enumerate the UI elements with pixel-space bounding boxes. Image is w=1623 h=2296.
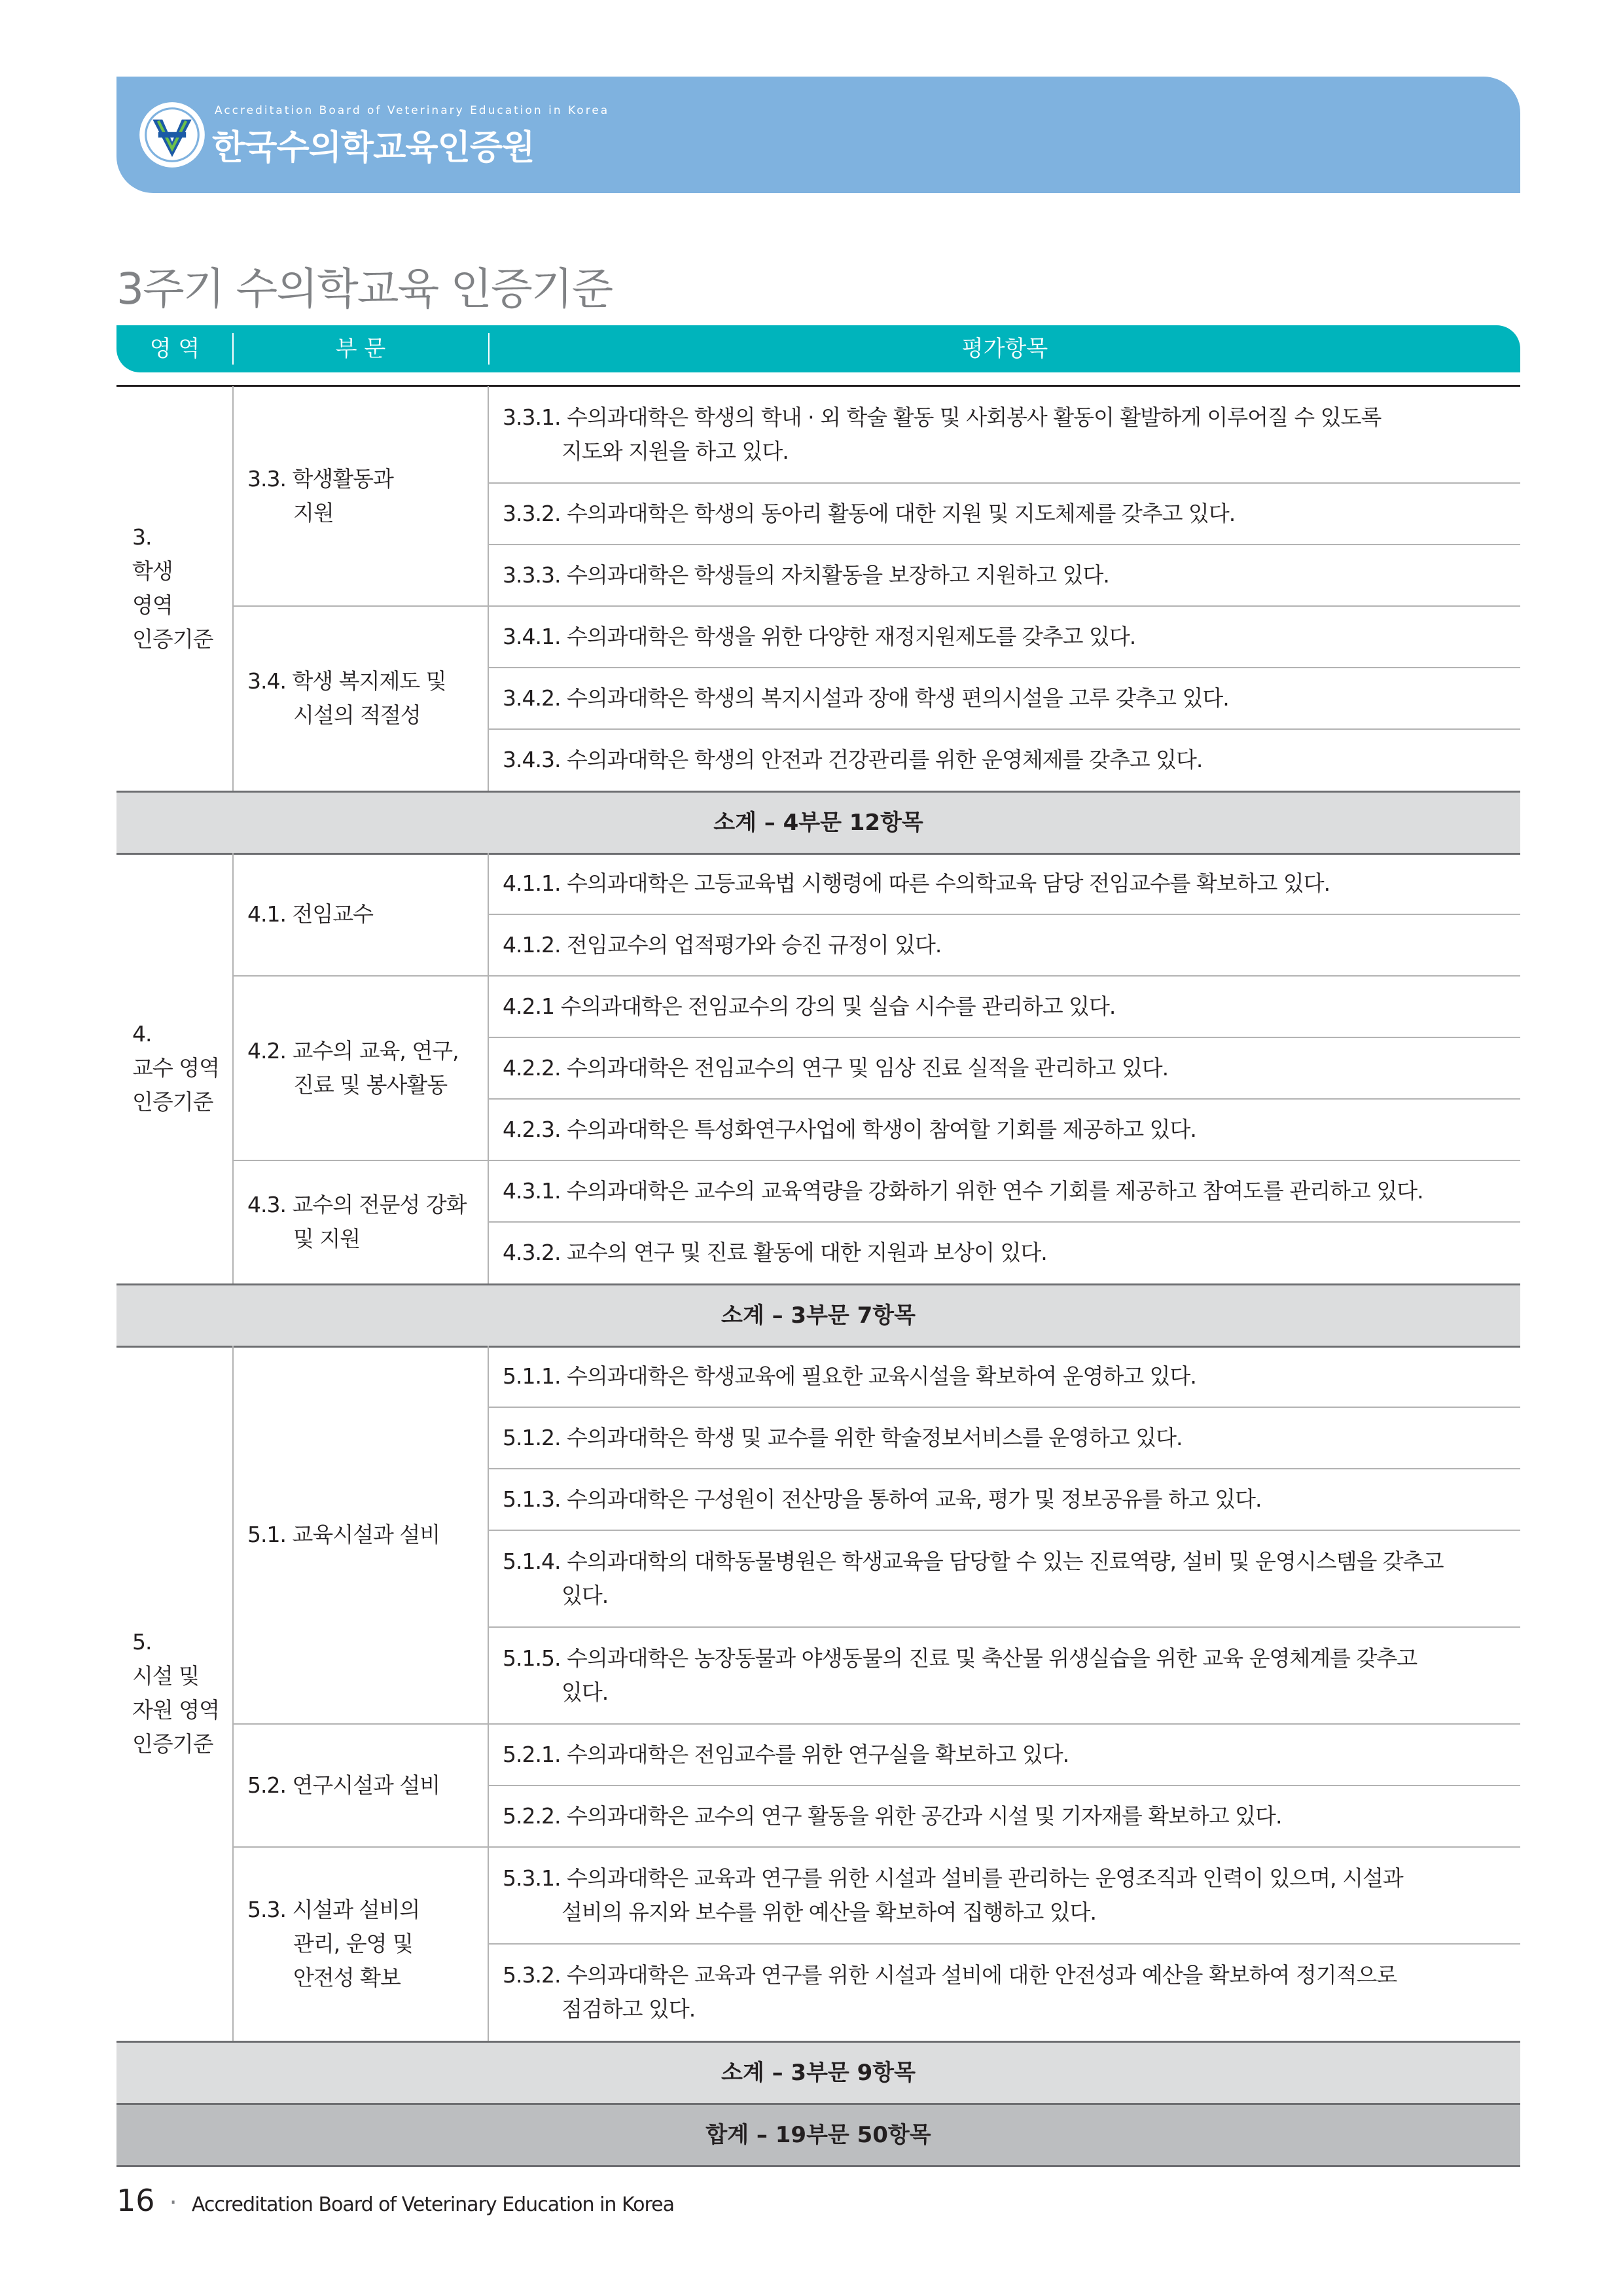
part-name xyxy=(247,976,483,1160)
column-divider xyxy=(488,1346,489,2041)
criterion-item-line: 4.2.3. 수의과대학은 특성화연구사업에 학생이 참여할 기회를 제공하고 있다. xyxy=(503,1117,1196,1142)
criterion-item xyxy=(503,545,1508,606)
criterion-item-line: 4.3.2. 교수의 연구 및 진료 활동에 대한 지원과 보상이 있다. xyxy=(503,1240,1047,1265)
part-name xyxy=(247,386,483,606)
criterion-item xyxy=(503,914,1508,976)
criterion-item-line: 3.3.1. 수의과대학은 학생의 학내 · 외 학술 활동 및 사회봉사 활동이 활발하게 이루어질 수 있도록 xyxy=(503,404,1382,430)
area-name xyxy=(132,853,229,1283)
part-name-line: 5.1. 교육시설과 설비 xyxy=(247,1522,440,1547)
area-name-line: 교수 영역 xyxy=(132,1055,220,1081)
criterion-item xyxy=(503,976,1508,1037)
criterion-item-line: 3.3.2. 수의과대학은 학생의 동아리 활동에 대한 지원 및 지도체제를 갖추고 있다. xyxy=(503,501,1236,526)
part-name xyxy=(247,1724,483,1847)
column-divider xyxy=(232,1346,234,2041)
part-name-line: 진료 및 봉사활동 xyxy=(293,1072,448,1098)
column-header-part: 부 문 xyxy=(335,336,386,362)
part-name-line: 5.3. 시설과 설비의 xyxy=(247,1897,420,1922)
org-name: 한국수의학교육인증원 xyxy=(212,128,535,168)
criterion-item-line: 설비의 유지와 보수를 위한 예산을 확보하여 집행하고 있다. xyxy=(562,1899,1096,1925)
criterion-item xyxy=(503,1847,1508,1944)
criterion-item xyxy=(503,1160,1508,1222)
area-name-line: 4. xyxy=(132,1021,152,1047)
subtotal-row: 소계 – 4부문 12항목 xyxy=(116,791,1520,855)
column-header-area: 영 역 xyxy=(149,336,200,362)
criterion-item xyxy=(503,1944,1508,2041)
criterion-item xyxy=(503,668,1508,729)
criterion-item xyxy=(503,1346,1508,1407)
criterion-item-line: 있다. xyxy=(562,1679,609,1705)
part-name-line: 4.3. 교수의 전문성 강화 xyxy=(247,1192,467,1217)
part-name-line: 5.2. 연구시설과 설비 xyxy=(247,1772,440,1798)
criterion-item-line: 점검하고 있다. xyxy=(562,1996,696,2022)
criterion-item xyxy=(503,1785,1508,1847)
criterion-item-line: 5.3.2. 수의과대학은 교육과 연구를 위한 시설과 설비에 대한 안전성과 예산을 확보하여 정기적으로 xyxy=(503,1962,1397,1988)
area-name xyxy=(132,386,229,791)
area-name-line: 인증기준 xyxy=(132,1089,213,1115)
criterion-item xyxy=(503,606,1508,668)
criterion-item-line: 5.2.2. 수의과대학은 교수의 연구 활동을 위한 공간과 시설 및 기자재를 확보하고 있다. xyxy=(503,1803,1282,1829)
part-name xyxy=(247,1346,483,1724)
column-divider xyxy=(232,853,234,1283)
criterion-item-line: 지도와 지원을 하고 있다. xyxy=(562,439,789,464)
criterion-item xyxy=(503,1724,1508,1785)
footer-text: Accreditation Board of Veterinary Education in Korea xyxy=(191,2193,675,2216)
part-name-line: 4.1. 전임교수 xyxy=(247,901,373,927)
criterion-item xyxy=(503,1530,1508,1627)
criterion-item-line: 3.4.1. 수의과대학은 학생을 위한 다양한 재정지원제도를 갖추고 있다. xyxy=(503,624,1136,649)
criterion-item xyxy=(503,1222,1508,1283)
part-name xyxy=(247,1847,483,2041)
criterion-item-line: 5.1.3. 수의과대학은 구성원이 전산망을 통하여 교육, 평가 및 정보공유를 하고 있다. xyxy=(503,1486,1262,1512)
criterion-item xyxy=(503,853,1508,914)
criterion-item-line: 5.3.1. 수의과대학은 교육과 연구를 위한 시설과 설비를 관리하는 운영조직과 인력이 있으며, 시설과 xyxy=(503,1865,1403,1891)
criterion-item-line: 5.2.1. 수의과대학은 전임교수를 위한 연구실을 확보하고 있다. xyxy=(503,1742,1069,1767)
page-footer xyxy=(116,2183,674,2218)
subtotal-row: 소계 – 3부문 9항목 xyxy=(116,2041,1520,2105)
criterion-item-line: 5.1.1. 수의과대학은 학생교육에 필요한 교육시설을 확보하여 운영하고 있다. xyxy=(503,1363,1196,1389)
table-header xyxy=(116,325,1520,372)
page-title: 3주기 수의학교육 인증기준 xyxy=(116,264,613,314)
part-name-line: 시설의 적절성 xyxy=(293,702,421,728)
part-name-line: 3.3. 학생활동과 xyxy=(247,466,393,492)
criterion-item-line: 4.3.1. 수의과대학은 교수의 교육역량을 강화하기 위한 연수 기회를 제공하고 참여도를 관리하고 있다. xyxy=(503,1178,1423,1204)
footer-separator: · xyxy=(169,2188,177,2217)
criterion-item-line: 4.2.2. 수의과대학은 전임교수의 연구 및 임상 진료 실적을 관리하고 있다. xyxy=(503,1055,1169,1081)
area-name-line: 3. xyxy=(132,524,152,550)
org-subtitle: Accreditation Board of Veterinary Education in Korea xyxy=(215,104,610,117)
criterion-item xyxy=(503,1037,1508,1099)
part-name xyxy=(247,1160,483,1283)
page-number: 16 xyxy=(116,2183,155,2218)
criterion-item-line: 3.4.3. 수의과대학은 학생의 안전과 건강관리를 위한 운영체제를 갖추고 있다. xyxy=(503,747,1203,772)
area-name-line: 학생 xyxy=(132,558,173,584)
criterion-item-line: 있다. xyxy=(562,1583,609,1608)
subtotal-row: 소계 – 3부문 7항목 xyxy=(116,1283,1520,1348)
criterion-item xyxy=(503,386,1508,483)
grand-total-row: 합계 – 19부문 50항목 xyxy=(116,2103,1520,2167)
area-name-line: 인증기준 xyxy=(132,626,213,652)
criterion-item-line: 4.2.1 수의과대학은 전임교수의 강의 및 실습 시수를 관리하고 있다. xyxy=(503,994,1116,1019)
area-name-line: 인증기준 xyxy=(132,1731,213,1757)
criterion-item-line: 4.1.1. 수의과대학은 고등교육법 시행령에 따른 수의학교육 담당 전임교수를 확보하고 있다. xyxy=(503,870,1330,896)
criterion-item xyxy=(503,729,1508,791)
column-header-items: 평가항목 xyxy=(961,336,1048,362)
header-banner xyxy=(116,77,1520,193)
criterion-item-line: 5.1.4. 수의과대학의 대학동물병원은 학생교육을 담당할 수 있는 진료역량, 설비 및 운영시스템을 갖추고 xyxy=(503,1549,1444,1574)
part-name-line: 및 지원 xyxy=(293,1226,361,1251)
part-name-line: 3.4. 학생 복지제도 및 xyxy=(247,668,446,694)
column-divider xyxy=(232,386,234,791)
column-divider xyxy=(488,853,489,1283)
part-name xyxy=(247,853,483,976)
criterion-item-line: 5.1.2. 수의과대학은 학생 및 교수를 위한 학술정보서비스를 운영하고 있다. xyxy=(503,1425,1183,1450)
part-name-line: 지원 xyxy=(293,500,334,526)
column-divider xyxy=(488,386,489,791)
criterion-item xyxy=(503,1469,1508,1530)
criterion-item-line: 5.1.5. 수의과대학은 농장동물과 야생동물의 진료 및 축산물 위생실습을 위한 교육 운영체계를 갖추고 xyxy=(503,1645,1418,1671)
criterion-item xyxy=(503,1099,1508,1160)
area-name-line: 자원 영역 xyxy=(132,1697,220,1723)
criterion-item-line: 3.4.2. 수의과대학은 학생의 복지시설과 장애 학생 편의시설을 고루 갖추고 있다. xyxy=(503,685,1229,711)
part-name-line: 안전성 확보 xyxy=(293,1965,401,1990)
logo-emblem-icon xyxy=(137,100,207,170)
criterion-item-line: 3.3.3. 수의과대학은 학생들의 자치활동을 보장하고 지원하고 있다. xyxy=(503,562,1109,588)
part-name-line: 관리, 운영 및 xyxy=(293,1931,413,1956)
area-name-line: 5. xyxy=(132,1629,152,1655)
criterion-item-line: 4.1.2. 전임교수의 업적평가와 승진 규정이 있다. xyxy=(503,932,942,958)
part-name-line: 4.2. 교수의 교육, 연구, xyxy=(247,1038,459,1064)
area-name-line: 시설 및 xyxy=(132,1663,200,1689)
criterion-item xyxy=(503,1407,1508,1469)
criterion-item xyxy=(503,1627,1508,1724)
criterion-item xyxy=(503,483,1508,545)
area-name-line: 영역 xyxy=(132,592,173,618)
part-name xyxy=(247,606,483,791)
area-name xyxy=(132,1346,229,2041)
